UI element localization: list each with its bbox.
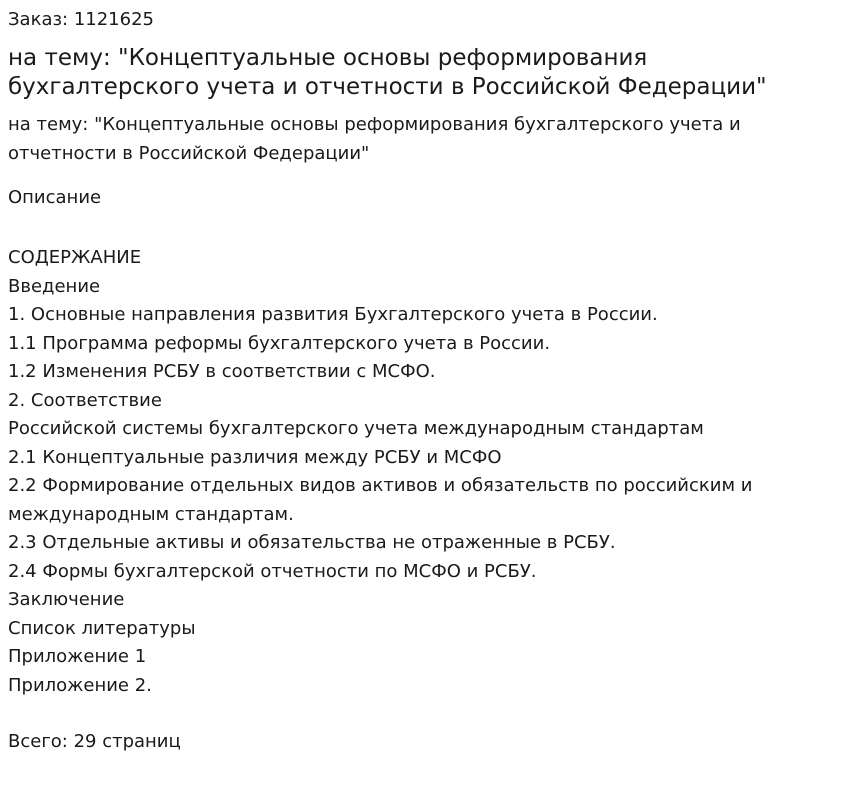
- total-pages: Всего: 29 страниц: [8, 731, 181, 752]
- contents-heading: СОДЕРЖАНИЕ: [8, 247, 142, 268]
- page-title: на тему: "Концептуальные основы реформирования бухгалтерского учета и отчетности в Российской Федерации": [8, 45, 767, 100]
- table-of-contents: [8, 244, 839, 757]
- toc-item-introduction: Введение: [8, 275, 101, 297]
- toc-item-appendix-1: Приложение 1: [8, 646, 147, 667]
- toc-item-1: 1. Основные направления развития Бухгалтерского учета в России.: [8, 304, 658, 325]
- page-subtitle: на тему: "Концептуальные основы реформирования бухгалтерского учета и отчетности в Российской Федерации": [8, 114, 741, 164]
- toc-item-appendix-2: Приложение 2.: [8, 674, 152, 696]
- toc-item-bibliography: Список литературы: [8, 617, 196, 639]
- order-number: Заказ: 1121625: [8, 9, 154, 30]
- spacer: [8, 700, 839, 728]
- toc-item-2-1: 2.1 Концептуальные различия между РСБУ и МСФО: [8, 446, 502, 468]
- toc-item-2-continued: Российской системы бухгалтерского учета международным стандартам: [8, 418, 704, 439]
- toc-item-1-1: 1.1 Программа реформы бухгалтерского учета в России.: [8, 332, 551, 354]
- toc-item-1-2: 1.2 Изменения РСБУ в соответствии с МСФО.: [8, 361, 436, 382]
- toc-item-2: 2. Соответствие: [8, 389, 162, 411]
- toc-item-2-2: 2.2 Формирование отдельных видов активов и обязательств по российским и международным стандартам.: [8, 475, 753, 525]
- toc-item-conclusion: Заключение: [8, 589, 125, 610]
- description-heading: Описание: [8, 187, 102, 208]
- toc-item-2-4: 2.4 Формы бухгалтерской отчетности по МСФО и РСБУ.: [8, 560, 537, 582]
- toc-item-2-3: 2.3 Отдельные активы и обязательства не отраженные в РСБУ.: [8, 532, 616, 553]
